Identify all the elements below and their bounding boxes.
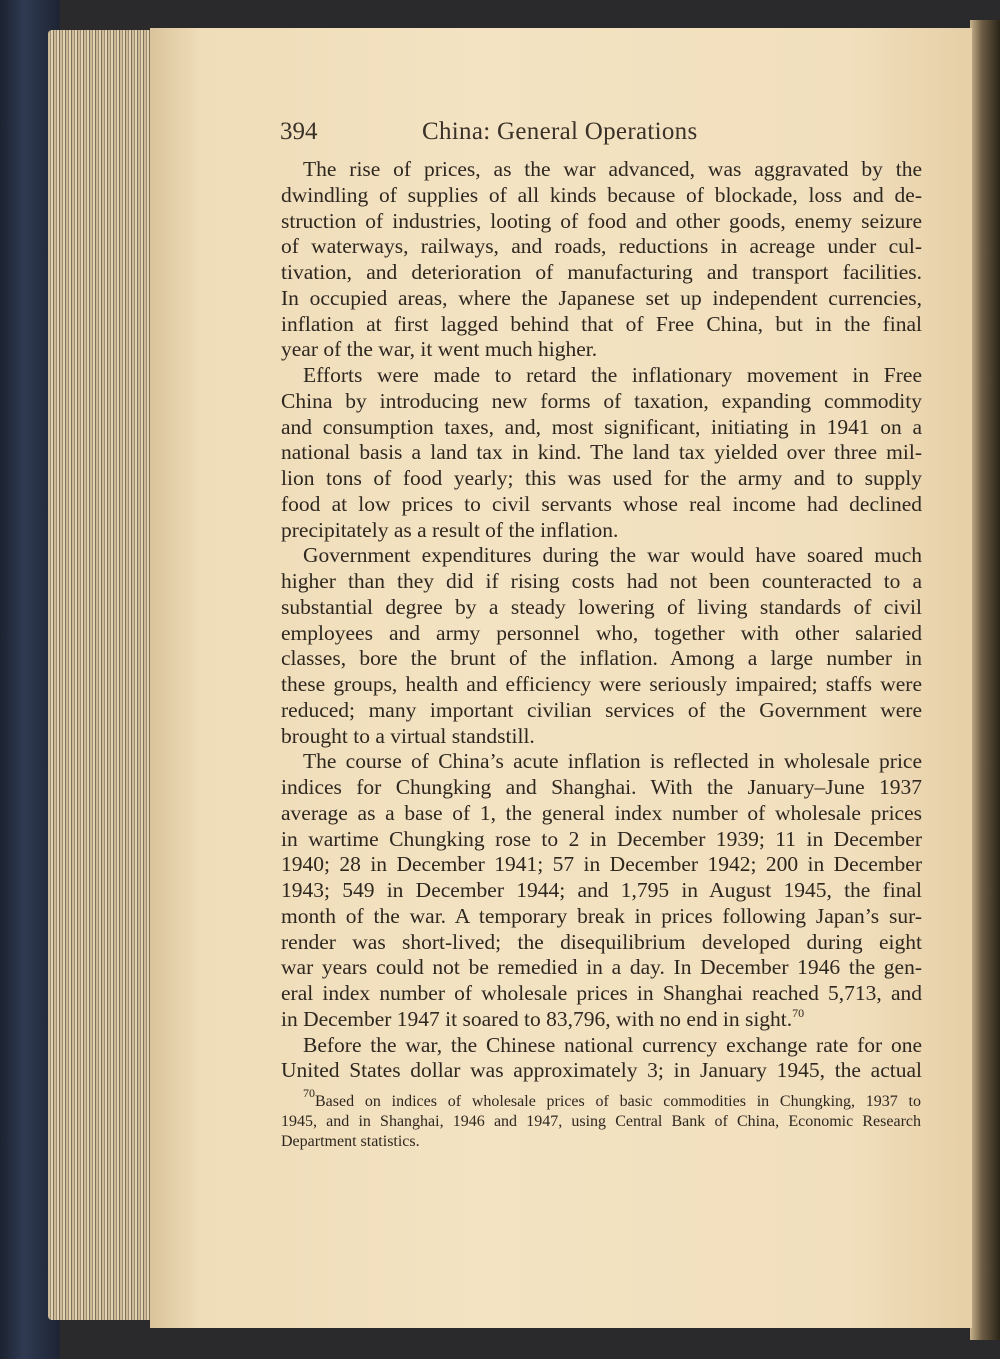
text-line: [281, 183, 922, 209]
text-line: [281, 1058, 922, 1084]
text-line: [281, 337, 922, 363]
line-text: Before the war, the Chinese national currency exchange rate for one: [303, 1032, 922, 1057]
footnote-line: [281, 1086, 921, 1112]
text-line: [281, 260, 922, 286]
line-text: The rise of prices, as the war advanced, was aggravated by the: [303, 157, 922, 181]
text-line: [281, 749, 922, 775]
line-text: 1945, and in Shanghai, 1946 and 1947, using Central Bank of China, Economic Research: [281, 1113, 921, 1130]
footnote-reference: 70: [792, 1005, 805, 1020]
line-text: 1940; 28 in December 1941; 57 in December 1942; 200 in December: [281, 852, 922, 877]
line-text: these groups, health and efficiency were seriously impaired; staffs were: [281, 672, 922, 696]
line-text: 1943; 549 in December 1944; and 1,795 in August 1945, the final: [281, 878, 922, 902]
line-text: average as a base of 1, the general index number of wholesale prices: [281, 800, 922, 825]
text-line: [281, 286, 922, 312]
facing-page-edge: [970, 20, 1000, 1340]
text-line: [281, 1033, 922, 1059]
line-text: China by introducing new forms of taxation, expanding commodity: [281, 388, 922, 413]
page-header: [280, 118, 920, 152]
line-text: Efforts were made to retard the inflationary movement in Free: [303, 363, 922, 387]
text-line: [281, 801, 922, 827]
text-line: [281, 827, 922, 853]
text-line: [281, 930, 922, 956]
running-head: China: General Operations: [422, 118, 698, 145]
line-text: year of the war, it went much higher.: [281, 337, 598, 362]
line-text: employees and army personnel who, together with other salaried: [281, 620, 922, 645]
line-text: food at low prices to civil servants whose real income had declined: [281, 491, 922, 516]
line-text: national basis a land tax in kind. The land tax yielded over three mil-: [281, 440, 922, 465]
text-line: [281, 415, 922, 441]
text-line: [281, 672, 922, 698]
line-text: of waterways, railways, and roads, reductions in acreage under cul-: [281, 234, 922, 259]
footnote-line: [281, 1112, 921, 1132]
text-line: [281, 646, 922, 672]
line-text: in wartime Chungking rose to 2 in December 1939; 11 in December: [281, 826, 922, 851]
page-number: 394: [280, 118, 318, 145]
text-line: [281, 621, 922, 647]
line-text: United States dollar was approximately 3; in January 1945, the actual: [281, 1058, 922, 1083]
text-line: [281, 724, 922, 750]
text-line: [281, 775, 922, 801]
text-line: [281, 569, 922, 595]
body-text: [281, 157, 922, 1084]
text-line: [281, 389, 922, 415]
text-line: [281, 595, 922, 621]
line-text: eral index number of wholesale prices in Shanghai reached 5,713, and: [281, 981, 922, 1005]
line-text: indices for Chungking and Shanghai. With the January–June 1937: [281, 775, 922, 799]
text-line: [281, 440, 922, 466]
text-line: [281, 312, 922, 338]
text-line: [281, 157, 922, 183]
line-text: dwindling of supplies of all kinds because of blockade, loss and de-: [281, 182, 922, 207]
line-text: The course of China’s acute inflation is reflected in wholesale price: [303, 749, 922, 774]
line-text: brought to a virtual standstill.: [281, 723, 535, 748]
line-text: struction of industries, looting of food and other goods, enemy seizure: [281, 208, 922, 233]
text-line: [281, 234, 922, 260]
line-text: classes, bore the brunt of the inflation. Among a large number in: [281, 646, 922, 671]
text-line: [281, 955, 922, 981]
line-text: Government expenditures during the war would have soared much: [303, 543, 922, 568]
text-line: [281, 878, 922, 904]
line-text: lion tons of food yearly; this was used for the army and to supply: [281, 466, 922, 490]
text-line: [281, 1007, 922, 1033]
line-text: month of the war. A temporary break in prices following Japan’s sur-: [281, 903, 922, 928]
page-edges: [48, 30, 153, 1320]
text-line: [281, 698, 922, 724]
line-text: and consumption taxes, and, most significant, initiating in 1941 on a: [281, 414, 922, 439]
text-line: [281, 518, 922, 544]
footnote-line: [281, 1132, 921, 1152]
text-line: [281, 981, 922, 1007]
text-line: [281, 492, 922, 518]
line-text: In occupied areas, where the Japanese set up independent currencies,: [281, 285, 922, 310]
line-text: Based on indices of wholesale prices of basic commodities in Chungking, 1937 to: [315, 1093, 921, 1110]
line-text: inflation at first lagged behind that of Free China, but in the final: [281, 311, 922, 336]
line-text: higher than they did if rising costs had not been counteracted to a: [281, 569, 922, 593]
line-text: in December 1947 it soared to 83,796, with no end in sight.: [281, 1006, 793, 1031]
line-text: precipitately as a result of the inflation.: [281, 517, 619, 542]
text-line: [281, 543, 922, 569]
text-line: [281, 209, 922, 235]
text-line: [281, 466, 922, 492]
text-line: [281, 904, 922, 930]
line-text: Department statistics.: [281, 1133, 420, 1150]
footnote: [281, 1086, 921, 1152]
line-text: war years could not be remedied in a day. In December 1946 the gen-: [281, 955, 922, 980]
line-text: tivation, and deterioration of manufacturing and transport facilities.: [281, 260, 922, 284]
footnote-marker: 70: [303, 1086, 315, 1100]
line-text: render was short-lived; the disequilibrium developed during eight: [281, 929, 922, 954]
text-line: [281, 363, 922, 389]
text-line: [281, 852, 922, 878]
line-text: reduced; many important civilian services of the Government were: [281, 697, 922, 722]
line-text: substantial degree by a steady lowering of living standards of civil: [281, 594, 922, 619]
